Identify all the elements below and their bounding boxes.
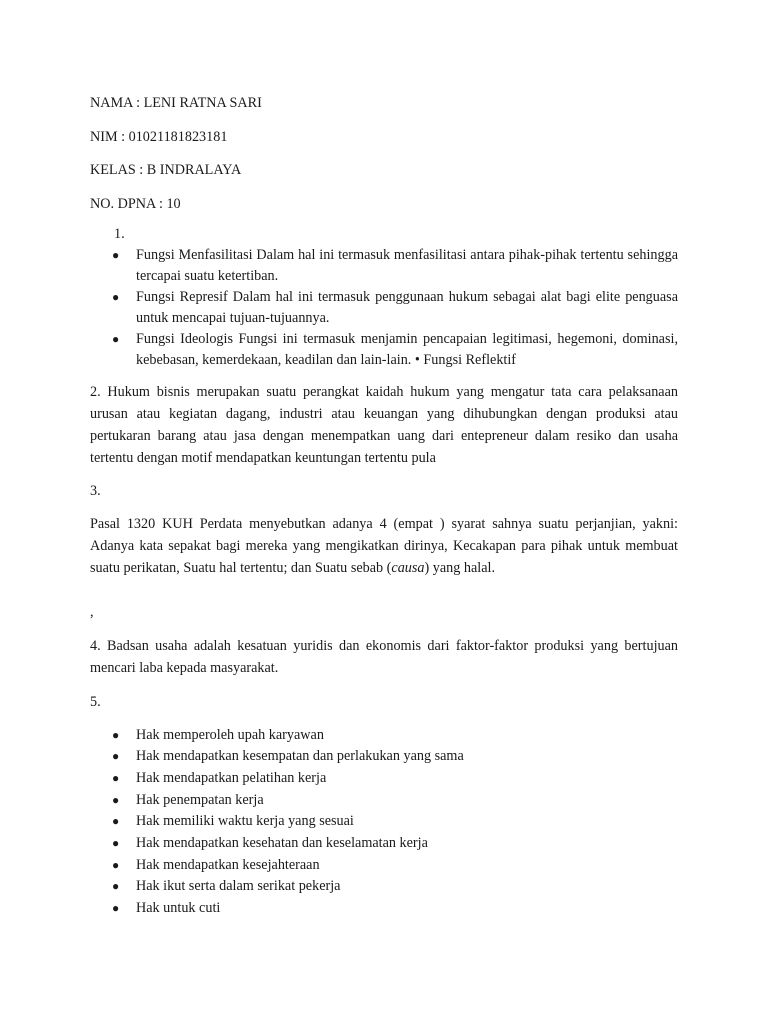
list-item: ● Hak memperoleh upah karyawan: [90, 725, 678, 747]
causa-italic: causa: [391, 559, 425, 576]
list-item: ● Hak untuk cuti: [90, 898, 678, 920]
answer-1-number: 1.: [114, 225, 125, 242]
bullet-icon: ●: [112, 247, 120, 262]
answer-5-bullet-list: [90, 725, 678, 920]
bullet-icon: ●: [112, 727, 120, 742]
bullet-icon: ●: [112, 749, 120, 764]
answer-3: Pasal 1320 KUH Perdata menyebutkan adanya 4 (empat ) syarat sahnya suatu perjanjian, yakni: Adanya kata sepakat bagi mereka yang mengikatkan dirinya, Kecakapan para pihak untuk membuat suatu perikatan, Suatu hal tertentu; dan Suatu sebab (causa) yang halal.: [90, 515, 678, 576]
list-item: ● Hak penempatan kerja: [90, 790, 678, 812]
dpna-number: NO. DPNA : 10: [90, 195, 181, 212]
document-page: [90, 92, 678, 920]
list-item: ● Hak memiliki waktu kerja yang sesuai: [90, 811, 678, 833]
stray-comma: ,: [90, 603, 94, 620]
bullet-icon: ●: [112, 770, 120, 785]
student-nim: NIM : 01021181823181: [90, 128, 228, 145]
student-name: NAMA : LENI RATNA SARI: [90, 95, 262, 111]
answer-4: 4. Badsan usaha adalah kesatuan yuridis dan ekonomis dari faktor-faktor produksi yang bertujuan mencari laba kepada masyarakat.: [90, 637, 678, 676]
bullet-icon: ●: [112, 857, 120, 872]
student-class: KELAS : B INDRALAYA: [90, 162, 242, 178]
list-item: ● Fungsi Menfasilitasi Dalam hal ini termasuk menfasilitasi antara pihak-pihak tertentu sehingga tercapai suatu ketertiban.: [112, 246, 678, 284]
list-item: ● Fungsi Ideologis Fungsi ini termasuk menjamin pencapaian legitimasi, hegemoni, dominasi, kebebasan, kemerdekaan, keadilan dan lain-lain. • Fungsi Reflektif: [112, 330, 678, 368]
answer-3-number: 3.: [90, 482, 101, 499]
list-item: ● Hak mendapatkan kesehatan dan keselamatan kerja: [90, 833, 678, 855]
answer-5-number: 5.: [90, 693, 101, 710]
answer-1: [90, 223, 678, 371]
bullet-icon: ●: [112, 836, 120, 851]
bullet-icon: ●: [112, 792, 120, 807]
bullet-icon: ●: [112, 901, 120, 916]
list-item: ● Hak mendapatkan kesempatan dan perlakukan yang sama: [90, 746, 678, 768]
list-item: ● Hak ikut serta dalam serikat pekerja: [90, 876, 678, 898]
answer-2: 2. Hukum bisnis merupakan suatu perangkat kaidah hukum yang mengatur tata cara pelaksanaan urusan atau kegiatan dagang, industri atau keuangan yang dihubungkan dengan produksi atau pertukaran barang atau jasa dengan menempatkan uang dari entepreneur dalam resiko dan usaha tertentu dengan motif mendapatkan keuntungan tertentu pula: [90, 383, 678, 466]
bullet-icon: ●: [112, 879, 120, 894]
list-item: ● Hak mendapatkan kesejahteraan: [90, 855, 678, 877]
bullet-icon: ●: [112, 331, 120, 346]
bullet-icon: ●: [112, 814, 120, 829]
bullet-icon: ●: [112, 289, 120, 304]
list-item: ● Fungsi Represif Dalam hal ini termasuk penggunaan hukum sebagai alat bagi elite penguasa untuk mencapai tujuan-tujuannya.: [112, 288, 678, 326]
list-item: ● Hak mendapatkan pelatihan kerja: [90, 768, 678, 790]
answer-1-bullet-list: [90, 245, 678, 371]
